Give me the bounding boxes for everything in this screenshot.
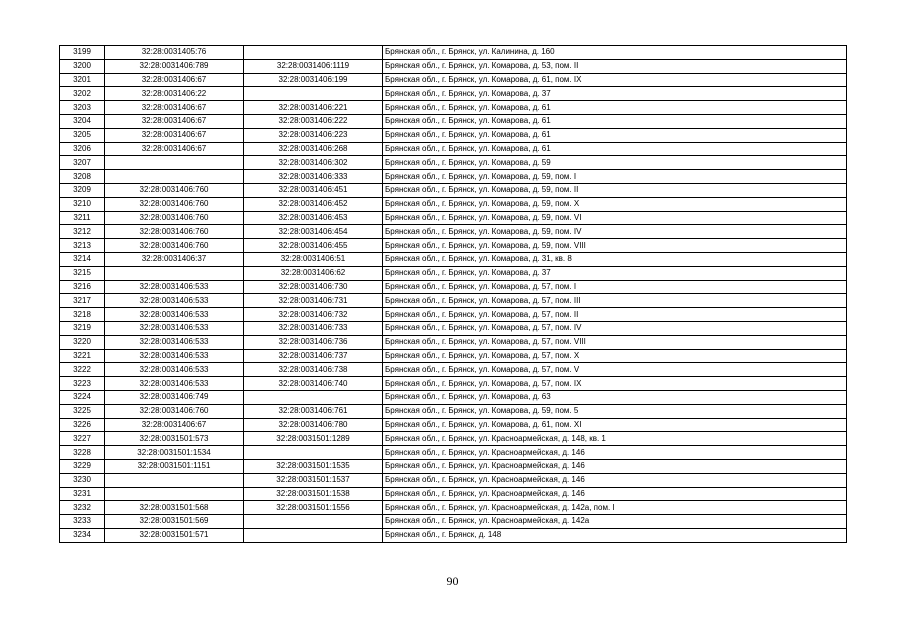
table-row	[60, 128, 847, 142]
row-number-cell: 3211	[60, 211, 105, 225]
row-number-cell: 3200	[60, 59, 105, 73]
table-row	[60, 114, 847, 128]
cadastral-number-cell: 32:28:0031406:67	[105, 114, 244, 128]
table-row	[60, 404, 847, 418]
cadastral-number-cell: 32:28:0031406:37	[105, 252, 244, 266]
table-row	[60, 87, 847, 101]
cadastral-number-cell: 32:28:0031406:760	[105, 197, 244, 211]
row-number-cell: 3233	[60, 515, 105, 529]
address-cell: Брянская обл., г. Брянск, ул. Красноармейская, д. 142а	[383, 515, 847, 529]
premises-cadastral-number-cell	[244, 528, 383, 542]
premises-cadastral-number-cell: 32:28:0031406:223	[244, 128, 383, 142]
row-number-cell: 3212	[60, 225, 105, 239]
row-number-cell: 3207	[60, 156, 105, 170]
table-row	[60, 183, 847, 197]
table-row	[60, 528, 847, 542]
table-row	[60, 294, 847, 308]
premises-cadastral-number-cell	[244, 446, 383, 460]
table-row	[60, 156, 847, 170]
table-row	[60, 170, 847, 184]
premises-cadastral-number-cell: 32:28:0031406:736	[244, 335, 383, 349]
cadastral-number-cell: 32:28:0031406:533	[105, 321, 244, 335]
address-cell: Брянская обл., г. Брянск, ул. Красноармейская, д. 146	[383, 446, 847, 460]
address-cell: Брянская обл., г. Брянск, ул. Комарова, д. 59, пом. X	[383, 197, 847, 211]
row-number-cell: 3218	[60, 308, 105, 322]
premises-cadastral-number-cell: 32:28:0031406:761	[244, 404, 383, 418]
premises-cadastral-number-cell	[244, 515, 383, 529]
row-number-cell: 3220	[60, 335, 105, 349]
cadastral-number-cell: 32:28:0031406:760	[105, 239, 244, 253]
cadastral-number-cell: 32:28:0031406:760	[105, 225, 244, 239]
address-cell: Брянская обл., г. Брянск, ул. Комарова, д. 53, пом. II	[383, 59, 847, 73]
premises-cadastral-number-cell	[244, 390, 383, 404]
row-number-cell: 3210	[60, 197, 105, 211]
address-cell: Брянская обл., г. Брянск, ул. Комарова, д. 37	[383, 87, 847, 101]
cadastral-number-cell: 32:28:0031405:76	[105, 46, 244, 60]
premises-cadastral-number-cell: 32:28:0031406:451	[244, 183, 383, 197]
cadastral-number-cell	[105, 156, 244, 170]
cadastral-number-cell: 32:28:0031501:571	[105, 528, 244, 542]
premises-cadastral-number-cell: 32:28:0031406:453	[244, 211, 383, 225]
cadastral-number-cell	[105, 170, 244, 184]
cadastral-number-cell: 32:28:0031406:67	[105, 128, 244, 142]
row-number-cell: 3205	[60, 128, 105, 142]
premises-cadastral-number-cell: 32:28:0031501:1538	[244, 487, 383, 501]
address-cell: Брянская обл., г. Брянск, ул. Комарова, д. 57, пом. V	[383, 363, 847, 377]
address-cell: Брянская обл., г. Брянск, ул. Комарова, д. 59, пом. II	[383, 183, 847, 197]
cadastral-number-cell: 32:28:0031406:67	[105, 73, 244, 87]
address-cell: Брянская обл., г. Брянск, ул. Комарова, д. 59, пом. VIII	[383, 239, 847, 253]
table-row	[60, 73, 847, 87]
row-number-cell: 3201	[60, 73, 105, 87]
cadastral-number-cell: 32:28:0031406:67	[105, 418, 244, 432]
row-number-cell: 3227	[60, 432, 105, 446]
cadastral-number-cell: 32:28:0031406:533	[105, 280, 244, 294]
cadastral-number-cell: 32:28:0031406:760	[105, 211, 244, 225]
address-cell: Брянская обл., г. Брянск, ул. Комарова, д. 59, пом. I	[383, 170, 847, 184]
address-cell: Брянская обл., г. Брянск, ул. Калинина, д. 160	[383, 46, 847, 60]
premises-cadastral-number-cell: 32:28:0031406:740	[244, 377, 383, 391]
premises-cadastral-number-cell: 32:28:0031406:333	[244, 170, 383, 184]
table-row	[60, 211, 847, 225]
premises-cadastral-number-cell: 32:28:0031406:51	[244, 252, 383, 266]
table-row	[60, 321, 847, 335]
row-number-cell: 3232	[60, 501, 105, 515]
table-row	[60, 239, 847, 253]
address-cell: Брянская обл., г. Брянск, ул. Комарова, д. 59, пом. 5	[383, 404, 847, 418]
premises-cadastral-number-cell	[244, 87, 383, 101]
table-row	[60, 363, 847, 377]
cadastral-number-cell: 32:28:0031501:1534	[105, 446, 244, 460]
row-number-cell: 3224	[60, 390, 105, 404]
premises-cadastral-number-cell: 32:28:0031406:221	[244, 101, 383, 115]
row-number-cell: 3216	[60, 280, 105, 294]
address-cell: Брянская обл., г. Брянск, ул. Комарова, д. 57, пом. III	[383, 294, 847, 308]
cadastral-number-cell: 32:28:0031501:573	[105, 432, 244, 446]
address-cell: Брянская обл., г. Брянск, ул. Комарова, д. 57, пом. X	[383, 349, 847, 363]
cadastral-number-cell: 32:28:0031501:568	[105, 501, 244, 515]
cadastral-number-cell: 32:28:0031406:67	[105, 142, 244, 156]
address-cell: Брянская обл., г. Брянск, ул. Комарова, д. 61, пом. IX	[383, 73, 847, 87]
table-row	[60, 280, 847, 294]
table-row	[60, 266, 847, 280]
address-cell: Брянская обл., г. Брянск, ул. Красноармейская, д. 146	[383, 487, 847, 501]
cadastral-number-cell: 32:28:0031406:533	[105, 349, 244, 363]
row-number-cell: 3234	[60, 528, 105, 542]
cadastral-number-cell	[105, 487, 244, 501]
address-cell: Брянская обл., г. Брянск, ул. Комарова, д. 59	[383, 156, 847, 170]
cadastral-number-cell: 32:28:0031406:789	[105, 59, 244, 73]
premises-cadastral-number-cell: 32:28:0031406:302	[244, 156, 383, 170]
address-cell: Брянская обл., г. Брянск, ул. Комарова, д. 61, пом. XI	[383, 418, 847, 432]
page-number: 90	[446, 574, 459, 588]
row-number-cell: 3229	[60, 459, 105, 473]
address-cell: Брянская обл., г. Брянск, ул. Комарова, д. 61	[383, 101, 847, 115]
table-row	[60, 335, 847, 349]
premises-cadastral-number-cell: 32:28:0031406:730	[244, 280, 383, 294]
table-row	[60, 501, 847, 515]
premises-cadastral-number-cell: 32:28:0031406:222	[244, 114, 383, 128]
row-number-cell: 3199	[60, 46, 105, 60]
row-number-cell: 3226	[60, 418, 105, 432]
premises-cadastral-number-cell: 32:28:0031501:1535	[244, 459, 383, 473]
row-number-cell: 3209	[60, 183, 105, 197]
premises-cadastral-number-cell: 32:28:0031501:1537	[244, 473, 383, 487]
cadastral-number-cell	[105, 266, 244, 280]
table-row	[60, 252, 847, 266]
premises-cadastral-number-cell: 32:28:0031406:452	[244, 197, 383, 211]
table-row	[60, 515, 847, 529]
premises-cadastral-number-cell	[244, 46, 383, 60]
cadastral-number-cell: 32:28:0031501:1151	[105, 459, 244, 473]
row-number-cell: 3223	[60, 377, 105, 391]
row-number-cell: 3215	[60, 266, 105, 280]
address-cell: Брянская обл., г. Брянск, ул. Красноармейская, д. 146	[383, 459, 847, 473]
row-number-cell: 3225	[60, 404, 105, 418]
row-number-cell: 3221	[60, 349, 105, 363]
premises-cadastral-number-cell: 32:28:0031406:268	[244, 142, 383, 156]
table-row	[60, 377, 847, 391]
address-cell: Брянская обл., г. Брянск, ул. Комарова, д. 37	[383, 266, 847, 280]
table-row	[60, 197, 847, 211]
table-body	[60, 46, 847, 543]
address-cell: Брянская обл., г. Брянск, ул. Комарова, д. 57, пом. IX	[383, 377, 847, 391]
row-number-cell: 3203	[60, 101, 105, 115]
cadastral-number-cell	[105, 473, 244, 487]
cadastral-number-cell: 32:28:0031406:533	[105, 335, 244, 349]
row-number-cell: 3217	[60, 294, 105, 308]
cadastral-number-cell: 32:28:0031406:533	[105, 363, 244, 377]
cadastral-number-cell: 32:28:0031406:67	[105, 101, 244, 115]
address-cell: Брянская обл., г. Брянск, ул. Комарова, д. 61	[383, 114, 847, 128]
cadastral-number-cell: 32:28:0031406:760	[105, 404, 244, 418]
row-number-cell: 3230	[60, 473, 105, 487]
table-row	[60, 446, 847, 460]
premises-cadastral-number-cell: 32:28:0031406:62	[244, 266, 383, 280]
cadastral-number-cell: 32:28:0031406:533	[105, 294, 244, 308]
table-row	[60, 308, 847, 322]
table-row	[60, 487, 847, 501]
row-number-cell: 3222	[60, 363, 105, 377]
cadastral-number-cell: 32:28:0031501:569	[105, 515, 244, 529]
table-row	[60, 390, 847, 404]
cadastral-number-cell: 32:28:0031406:22	[105, 87, 244, 101]
row-number-cell: 3231	[60, 487, 105, 501]
premises-cadastral-number-cell: 32:28:0031406:199	[244, 73, 383, 87]
premises-cadastral-number-cell: 32:28:0031406:731	[244, 294, 383, 308]
row-number-cell: 3206	[60, 142, 105, 156]
address-cell: Брянская обл., г. Брянск, ул. Красноармейская, д. 142а, пом. I	[383, 501, 847, 515]
address-cell: Брянская обл., г. Брянск, ул. Комарова, д. 61	[383, 142, 847, 156]
table-row	[60, 473, 847, 487]
property-register-table	[59, 45, 847, 543]
cadastral-number-cell: 32:28:0031406:533	[105, 377, 244, 391]
cadastral-number-cell: 32:28:0031406:533	[105, 308, 244, 322]
premises-cadastral-number-cell: 32:28:0031406:733	[244, 321, 383, 335]
premises-cadastral-number-cell: 32:28:0031501:1556	[244, 501, 383, 515]
cadastral-number-cell: 32:28:0031406:749	[105, 390, 244, 404]
row-number-cell: 3219	[60, 321, 105, 335]
table-row	[60, 142, 847, 156]
address-cell: Брянская обл., г. Брянск, ул. Комарова, д. 63	[383, 390, 847, 404]
table-row	[60, 432, 847, 446]
table-row	[60, 349, 847, 363]
address-cell: Брянская обл., г. Брянск, ул. Комарова, д. 57, пом. IV	[383, 321, 847, 335]
table-row	[60, 101, 847, 115]
premises-cadastral-number-cell: 32:28:0031406:732	[244, 308, 383, 322]
address-cell: Брянская обл., г. Брянск, ул. Комарова, д. 57, пом. VIII	[383, 335, 847, 349]
premises-cadastral-number-cell: 32:28:0031406:737	[244, 349, 383, 363]
premises-cadastral-number-cell: 32:28:0031406:1119	[244, 59, 383, 73]
table-row	[60, 46, 847, 60]
address-cell: Брянская обл., г. Брянск, ул. Комарова, д. 57, пом. II	[383, 308, 847, 322]
row-number-cell: 3213	[60, 239, 105, 253]
row-number-cell: 3202	[60, 87, 105, 101]
table-row	[60, 459, 847, 473]
table-row	[60, 225, 847, 239]
premises-cadastral-number-cell: 32:28:0031406:455	[244, 239, 383, 253]
row-number-cell: 3228	[60, 446, 105, 460]
address-cell: Брянская обл., г. Брянск, ул. Комарова, д. 59, пом. VI	[383, 211, 847, 225]
address-cell: Брянская обл., г. Брянск, ул. Комарова, д. 57, пом. I	[383, 280, 847, 294]
row-number-cell: 3214	[60, 252, 105, 266]
row-number-cell: 3204	[60, 114, 105, 128]
table-row	[60, 59, 847, 73]
table-row	[60, 418, 847, 432]
address-cell: Брянская обл., г. Брянск, ул. Красноармейская, д. 146	[383, 473, 847, 487]
premises-cadastral-number-cell: 32:28:0031406:738	[244, 363, 383, 377]
address-cell: Брянская обл., г. Брянск, ул. Комарова, д. 59, пом. IV	[383, 225, 847, 239]
address-cell: Брянская обл., г. Брянск, ул. Красноармейская, д. 148, кв. 1	[383, 432, 847, 446]
address-cell: Брянская обл., г. Брянск, ул. Комарова, д. 31, кв. 8	[383, 252, 847, 266]
address-cell: Брянская обл., г. Брянск, д. 148	[383, 528, 847, 542]
cadastral-number-cell: 32:28:0031406:760	[105, 183, 244, 197]
row-number-cell: 3208	[60, 170, 105, 184]
premises-cadastral-number-cell: 32:28:0031406:454	[244, 225, 383, 239]
premises-cadastral-number-cell: 32:28:0031501:1289	[244, 432, 383, 446]
premises-cadastral-number-cell: 32:28:0031406:780	[244, 418, 383, 432]
address-cell: Брянская обл., г. Брянск, ул. Комарова, д. 61	[383, 128, 847, 142]
